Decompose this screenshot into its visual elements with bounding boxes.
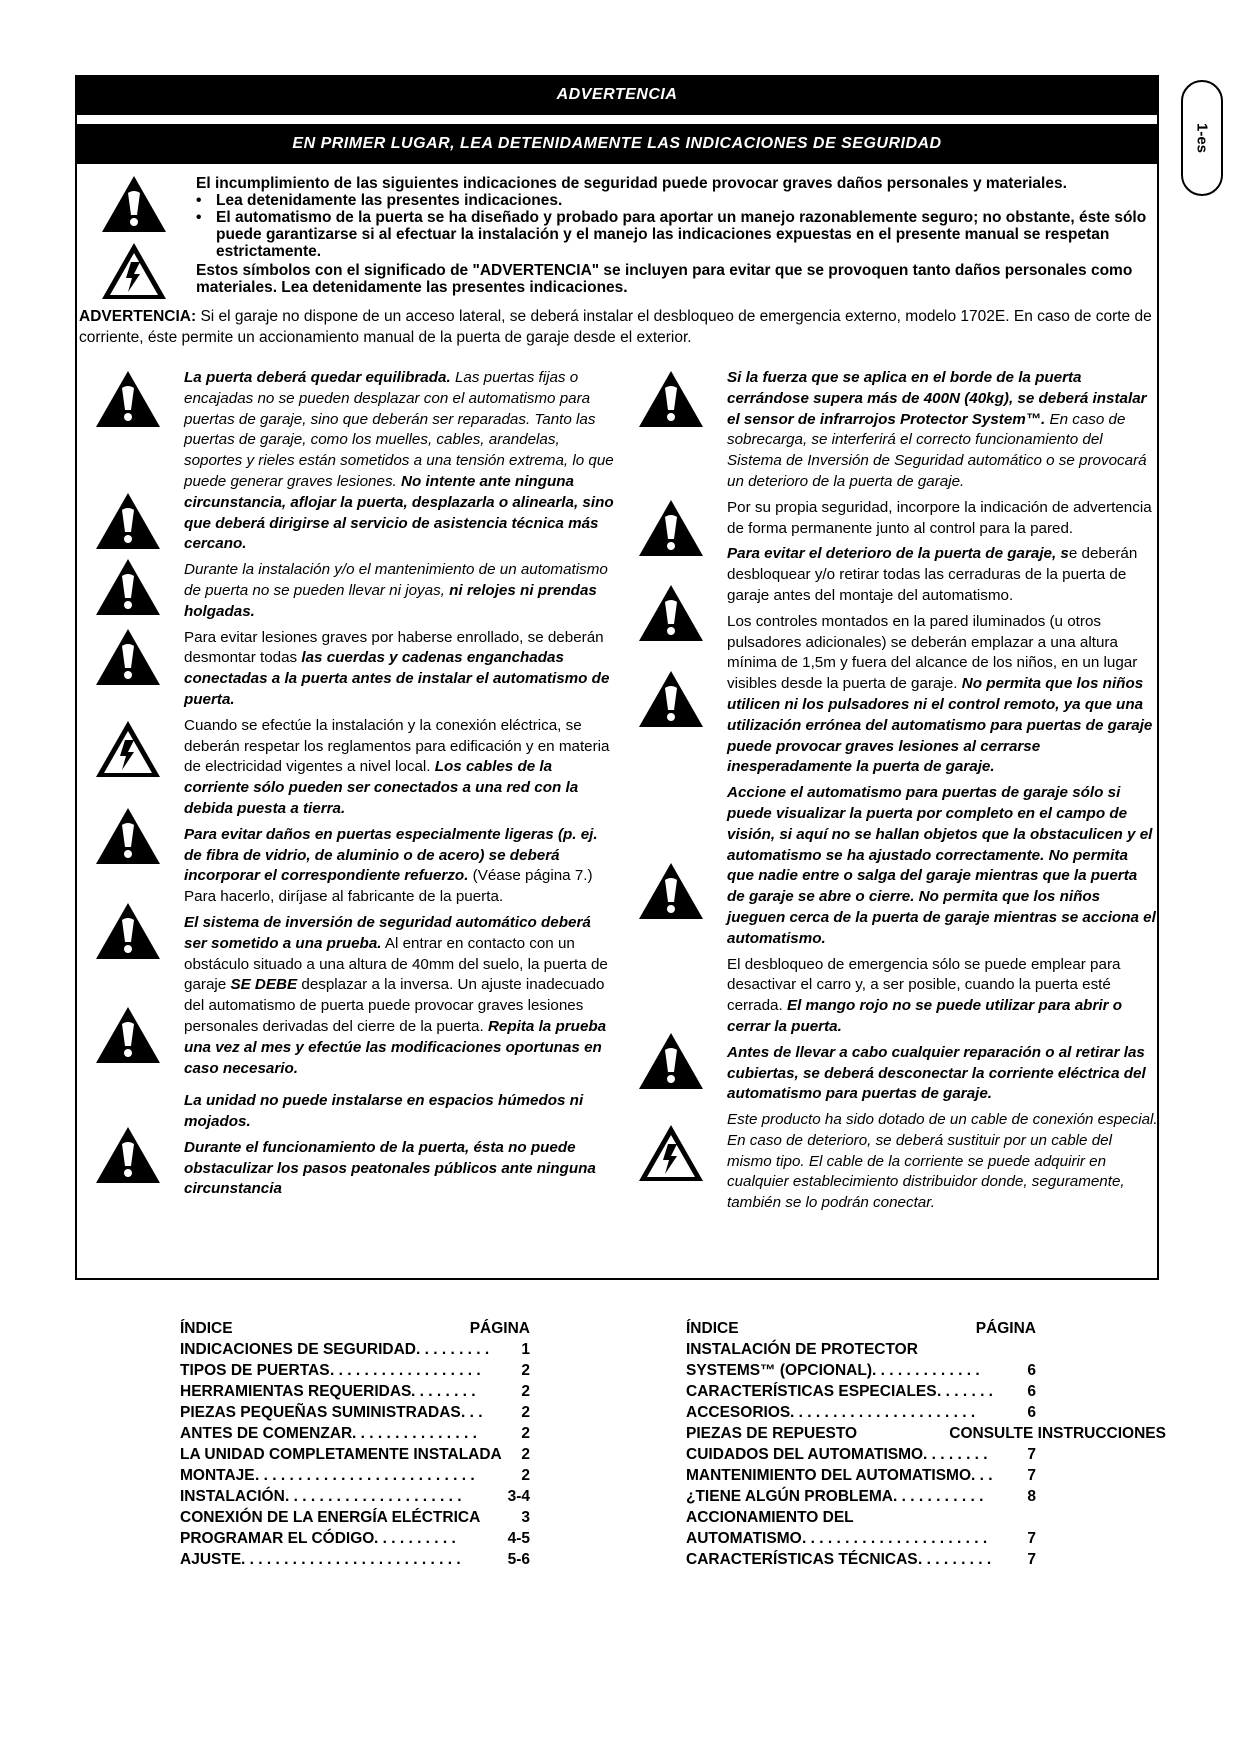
toc-entry-leader: . . . . . . . . . .	[374, 1530, 456, 1547]
toc-entry	[180, 1507, 530, 1528]
toc-entry-title: MANTENIMIENTO DEL AUTOMATISMO	[686, 1467, 972, 1484]
toc-entry-page: 7	[1027, 1467, 1036, 1484]
toc-entry	[180, 1402, 530, 1423]
safety-paragraph: La unidad no puede instalarse en espacios húmedos ni mojados.	[184, 1092, 584, 1131]
toc-entry-title: ¿TIENE ALGÚN PROBLEMA	[686, 1488, 893, 1505]
safety-paragraph: Durante el funcionamiento de la puerta, ésta no puede obstaculizar los pasos peatonales públicos ante ninguna circunstancia	[184, 1138, 596, 1198]
toc-entry-title: CONEXIÓN DE LA ENERGÍA ELÉCTRICA	[180, 1509, 481, 1526]
toc-entry-page: 8	[1027, 1488, 1036, 1505]
warning-icon	[637, 582, 705, 644]
toc-entry-title: HERRAMIENTAS REQUERIDAS	[180, 1383, 412, 1400]
safety-paragraph: Por su propia seguridad, incorpore la indicación de advertencia de forma permanente junto al control para la pared.	[727, 498, 1152, 537]
safety-paragraph: Accione el automatismo para puertas de garaje sólo si puede visualizar la puerta por completo en el campo de visión, si aquí no se hallan objetos que la obstaculicen y el automatismo se ha ajustado correctamente. No permita que nadie entre o salga del garaje mientras que la puerta de garaje se abre o cierre. No permita que los niños jueguen cerca de la puerta de garaje mientras se acciona el automatismo.	[727, 784, 1156, 947]
safety-paragraph: Los controles montados en la pared iluminados (u otros pulsadores adicionales) se deberán emplazar a una altura mínima de 1,5m y fuera del alcance de los niños, en un lugar visibles desde la puerta de garaje. No permita que los niños utilicen ni los pulsadores ni el control remoto, ya que una utilización errónea del automatismo para puertas de garaje puede provocar graves lesiones al cerrarse inesperadamente la puerta de garaje.	[727, 612, 1153, 776]
toc-entry-title: PIEZAS DE REPUESTO	[686, 1425, 858, 1442]
warning-icon	[637, 1030, 705, 1092]
safety-paragraph: Antes de llevar a cabo cualquier reparación o al retirar las cubiertas, se deberá desconectar la corriente eléctrica del automatismo para puertas de garaje.	[727, 1043, 1146, 1103]
toc-entry	[686, 1423, 1166, 1444]
toc-entry-page: 2	[521, 1425, 530, 1442]
safety-paragraph: Durante la instalación y/o el mantenimiento de un automatismo de puerta no se pueden llevar ni joyas, ni relojes ni prendas holgadas.	[184, 561, 608, 620]
warning-icon	[94, 490, 162, 552]
toc-entry	[686, 1486, 1166, 1507]
electric-shock-icon	[637, 1122, 705, 1184]
intro-bullet: • El automatismo de la puerta se ha diseñado y probado para aportar un manejo razonablemente seguro; no obstante, éste sólo puede garantizarse si al efectuar la instalación y el manejo las indicaciones expuestas en el presente manual se respetan estrictamente.	[196, 209, 1156, 260]
toc-entry-page: 7	[1027, 1530, 1036, 1547]
intro-symbols-note: Estos símbolos con el significado de "ADVERTENCIA" se incluyen para evitar que se provoquen tanto daños personales como materiales. Lea detenidamente las presentes indicaciones.	[196, 262, 1133, 296]
safety-paragraph: El desbloqueo de emergencia sólo se puede emplear para desactivar el carro y, a ser posible, cuando la puerta esté cerrada. El mango rojo no se puede utilizar para abrir o cerrar la puerta.	[727, 955, 1122, 1035]
electric-shock-icon	[94, 718, 162, 780]
toc-header	[180, 1318, 530, 1339]
warning-label: ADVERTENCIA:	[79, 308, 197, 325]
toc-entry-page: 4-5	[507, 1530, 530, 1547]
toc-entry-title: PROGRAMAR EL CÓDIGO	[180, 1530, 375, 1547]
toc-entry	[180, 1381, 530, 1402]
toc-entry-title: INSTALACIÓN DE PROTECTOR	[686, 1341, 918, 1358]
toc-entry-leader: . . .	[971, 1467, 993, 1484]
toc-entry	[686, 1381, 1166, 1402]
safety-paragraph: Si la fuerza que se aplica en el borde de la puerta cerrándose supera más de 400N (40kg), se deberá instalar el sensor de infrarrojos Protector System™. En caso de sobrecarga, se interferirá el correcto funcionamiento del Sistema de Inversión de Seguridad automático o se provocará un deterioro de la puerta de garaje.	[727, 369, 1147, 490]
toc-entry-leader: . . . . . . .	[937, 1383, 993, 1400]
toc-entry-leader: . . . . . . . . .	[918, 1551, 992, 1568]
toc-entry-title: CARACTERÍSTICAS ESPECIALES	[686, 1383, 937, 1400]
left-safety-column	[184, 368, 614, 1205]
toc-entry	[686, 1528, 1166, 1549]
warning-icon	[637, 860, 705, 922]
warning-icon	[637, 497, 705, 559]
toc-entry	[686, 1339, 1166, 1360]
safety-paragraph: Para evitar daños en puertas especialmente ligeras (p. ej. de fibra de vidrio, de aluminio o de acero) se deberá incorporar el correspondiente refuerzo. (Véase página 7.) Para hacerlo, diríjase al fabricante de la puerta.	[184, 825, 598, 906]
toc-entry-title: ANTES DE COMENZAR	[180, 1425, 353, 1442]
warning-icon	[94, 626, 162, 688]
toc-entry-page: CONSULTE INSTRUCCIONES	[949, 1425, 1166, 1442]
toc-header	[686, 1318, 1166, 1339]
toc-entry-leader: . . . . . . . . . . . . . . . . . . . . . . . . . .	[255, 1467, 475, 1484]
toc-index-heading: ÍNDICE	[686, 1320, 739, 1337]
safety-paragraph: Para evitar el deterioro de la puerta de garaje, se deberán desbloquear y/o retirar todas las cerraduras de la puerta de garaje antes del montaje del automatismo.	[727, 545, 1138, 604]
toc-entry-page: 2	[521, 1446, 530, 1463]
warning-icon	[637, 368, 705, 430]
toc-entry-page: 3	[521, 1509, 530, 1526]
toc-entry-title: TIPOS DE PUERTAS	[180, 1362, 330, 1379]
toc-entry	[686, 1360, 1166, 1381]
toc-entry-leader: . . . . . . . . . . . . . . . . . .	[330, 1362, 481, 1379]
toc-entry-leader: . . . . . . . . . . . . . . . . . . . . .	[285, 1488, 462, 1505]
toc-entry	[180, 1360, 530, 1381]
toc-entry	[180, 1444, 530, 1465]
toc-entry	[686, 1444, 1166, 1465]
table-of-contents-right	[686, 1318, 1166, 1570]
toc-entry-title: CARACTERÍSTICAS TÉCNICAS	[686, 1551, 918, 1568]
toc-entry-page: 2	[521, 1383, 530, 1400]
toc-page-heading: PÁGINA	[469, 1320, 530, 1337]
safety-paragraph: La puerta deberá quedar equilibrada. Las puertas fijas o encajadas no se pueden desplazar con el automatismo para puertas de garaje, sino que deberán ser reparadas. Tanto las puertas de garaje, como los muelles, cables, arandelas, soportes y rieles están sometidos a una tensión extrema, lo que puede generar graves lesiones. No intente ante ninguna circunstancia, aflojar la puerta, desplazarla o alinearla, sino que deberá dirigirse al servicio de asistencia técnica más cercano.	[184, 369, 614, 553]
intro-line: El incumplimiento de las siguientes indicaciones de seguridad puede provocar graves daños personales y materiales.	[196, 175, 1067, 192]
toc-entry-page: 6	[1027, 1383, 1036, 1400]
toc-entry-title: INSTALACIÓN	[180, 1488, 285, 1505]
toc-entry-page: 5-6	[507, 1551, 530, 1568]
toc-entry-title: CUIDADOS DEL AUTOMATISMO	[686, 1446, 924, 1463]
toc-entry-title: LA UNIDAD COMPLETAMENTE INSTALADA	[180, 1446, 502, 1463]
toc-entry-title: MONTAJE	[180, 1467, 255, 1484]
warning-icon	[94, 805, 162, 867]
toc-entry-page: 2	[521, 1404, 530, 1421]
toc-entry-page: 1	[521, 1341, 530, 1358]
electric-shock-icon	[100, 240, 168, 302]
toc-entry	[180, 1486, 530, 1507]
toc-entry-leader: . . . . . . . .	[411, 1383, 476, 1400]
warning-icon	[94, 1004, 162, 1066]
external-release-warning	[79, 306, 1154, 348]
intro-bullet: • Lea detenidamente las presentes indicaciones.	[196, 192, 1156, 209]
toc-entry-page: 2	[521, 1467, 530, 1484]
toc-entry	[686, 1402, 1166, 1423]
toc-entry-title: AJUSTE	[180, 1551, 242, 1568]
toc-entry-leader: . . . . . . . . . . .	[893, 1488, 984, 1505]
warning-text: Si el garaje no dispone de un acceso lateral, se deberá instalar el desbloqueo de emergencia externo, modelo 1702E. En caso de corte de corriente, éste permite un accionamiento manual de la puerta de garaje desde el exterior.	[79, 308, 1152, 346]
warning-icon	[94, 368, 162, 430]
toc-index-heading: ÍNDICE	[180, 1320, 233, 1337]
toc-entry-leader: . . . . . . . . . . . . . . . . . . . . . . . . . .	[241, 1551, 461, 1568]
toc-entry	[686, 1465, 1166, 1486]
toc-entry	[180, 1423, 530, 1444]
header-subtitle: EN PRIMER LUGAR, LEA DETENIDAMENTE LAS INDICACIONES DE SEGURIDAD	[75, 124, 1159, 164]
warning-icon	[100, 173, 168, 235]
toc-entry-title: ACCESORIOS	[686, 1404, 791, 1421]
toc-entry-title: INDICACIONES DE SEGURIDAD	[180, 1341, 416, 1358]
page-tab-label: 1-es	[1193, 122, 1211, 154]
toc-entry	[686, 1549, 1166, 1570]
warning-icon	[637, 668, 705, 730]
safety-paragraph: El sistema de inversión de seguridad automático deberá ser sometido a una prueba. Al entrar en contacto con un obstáculo situado a una altura de 40mm del suelo, la puerta de garaje SE DEBE desplazar a la inversa. Un ajuste inadecuado del automatismo de puerta puede provocar graves lesiones personales derivadas del cierre de la puerta. Repita la prueba una vez al mes y efectúe las modificaciones oportunas en caso necesario.	[184, 913, 608, 1077]
toc-entry-page: 7	[1027, 1446, 1036, 1463]
toc-entry-title: SYSTEMS™ (OPCIONAL)	[686, 1362, 873, 1379]
header-title: ADVERTENCIA	[75, 75, 1159, 115]
toc-entry-leader: . . . . . . . . . . . . . . . . . . . . . .	[790, 1404, 976, 1421]
toc-entry-page: 6	[1027, 1404, 1036, 1421]
toc-entry	[686, 1507, 1166, 1528]
toc-entry-title: PIEZAS PEQUEÑAS SUMINISTRADAS	[180, 1404, 461, 1421]
right-safety-column	[727, 368, 1159, 1219]
safety-paragraph: Este producto ha sido dotado de un cable de conexión especial. En caso de deterioro, se deberá sustituir por un cable del mismo tipo. El cable de la corriente se puede adquirir en cualquier establecimiento distribuidor donde, seguramente, también se lo podrán conectar.	[727, 1111, 1158, 1212]
toc-entry	[180, 1465, 530, 1486]
warning-icon	[94, 1124, 162, 1186]
toc-entry-leader: . . . . . . . . . . . . .	[872, 1362, 980, 1379]
toc-entry	[180, 1528, 530, 1549]
warning-icon	[94, 556, 162, 618]
toc-entry-page: 2	[521, 1362, 530, 1379]
toc-entry	[180, 1549, 530, 1570]
toc-entry-leader: . . . . . . . . .	[416, 1341, 490, 1358]
toc-entry-leader: . . .	[461, 1404, 483, 1421]
warning-icon	[94, 900, 162, 962]
toc-entry-leader: . . . . . . . .	[923, 1446, 988, 1463]
toc-entry-page: 6	[1027, 1362, 1036, 1379]
toc-page-heading: PÁGINA	[975, 1320, 1036, 1337]
toc-entry-leader: . . . . . . . . . . . . . . . . . . . . . .	[802, 1530, 988, 1547]
toc-entry	[180, 1339, 530, 1360]
table-of-contents-left	[180, 1318, 530, 1570]
intro-block	[196, 175, 1156, 296]
safety-paragraph: Para evitar lesiones graves por haberse enrollado, se deberán desmontar todas las cuerdas y cadenas enganchadas conectadas a la puerta antes de instalar el automatismo de puerta.	[184, 628, 610, 708]
page-tab	[1181, 80, 1223, 196]
toc-entry-title: AUTOMATISMO	[686, 1530, 802, 1547]
safety-paragraph: Cuando se efectúe la instalación y la conexión eléctrica, se deberán respetar los reglamentos para edificación y en materia de electricidad vigentes a nivel local. Los cables de la corriente sólo pueden ser conectados a una red con la debida puesta a tierra.	[184, 716, 610, 817]
toc-entry-title: ACCIONAMIENTO DEL	[686, 1509, 854, 1526]
toc-entry-page: 7	[1027, 1551, 1036, 1568]
toc-entry-leader: . . . . . . . . . . . . . . .	[352, 1425, 477, 1442]
toc-entry-page: 3-4	[507, 1488, 530, 1505]
